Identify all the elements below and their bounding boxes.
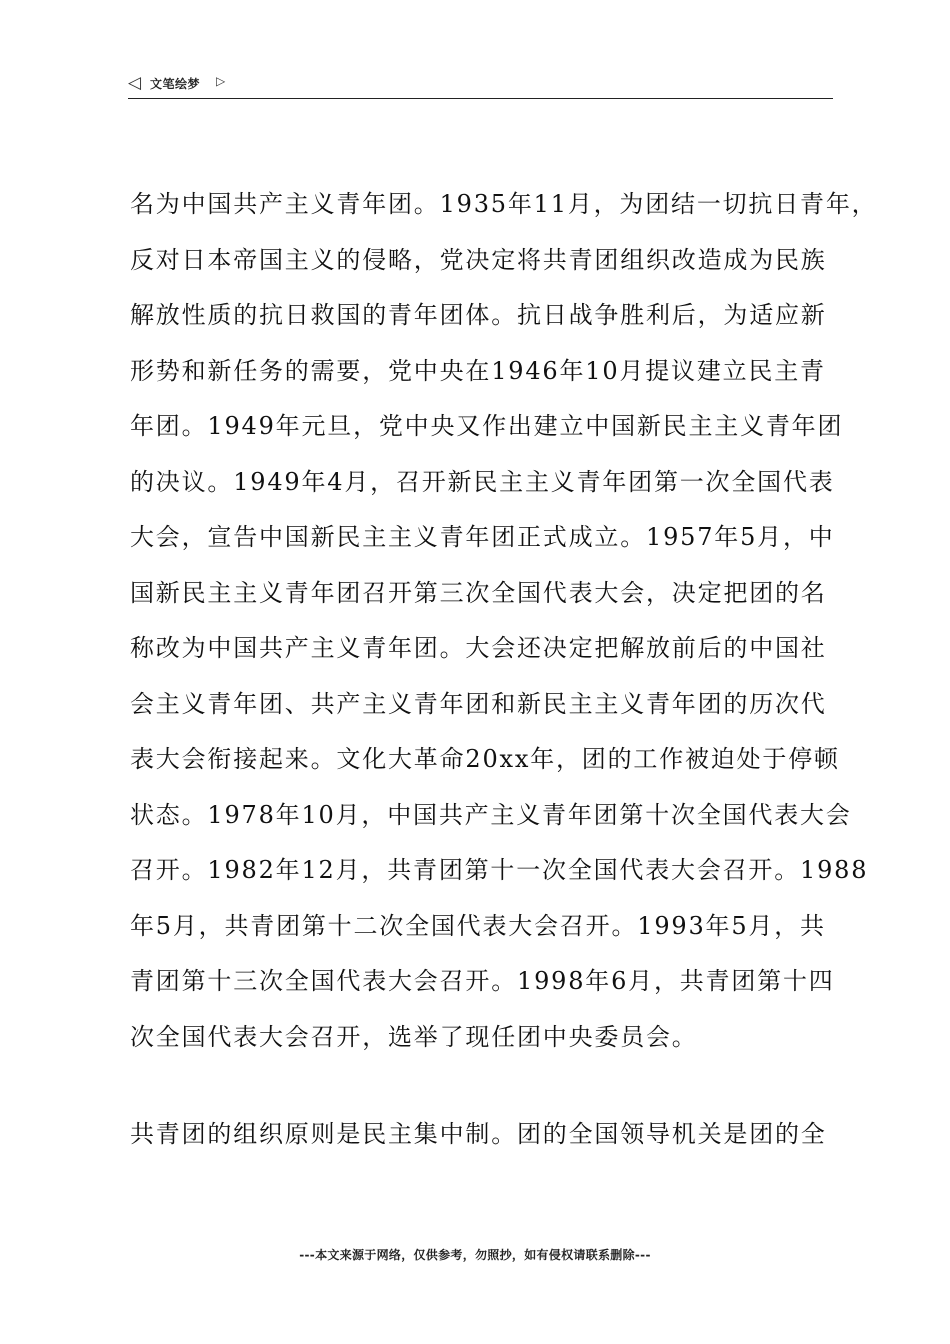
header-title: 文笔绘梦 (150, 77, 201, 91)
page-header (128, 72, 833, 99)
paragraph-1 (130, 184, 878, 1072)
text-line: 称改为中国共产主义青年团。大会还决定把解放前后的中国社 (130, 634, 827, 662)
text-line: 国新民主主义青年团召开第三次全国代表大会，决定把团的名 (130, 578, 827, 607)
text-line: 表大会衔接起来。文化大革命20xx年，团的工作被迫处于停顿 (130, 745, 840, 773)
text-line: 召开。1982年12月，共青团第十一次全国代表大会召开。1988 (130, 856, 869, 884)
text-line: 次全国代表大会召开，选举了现任团中央委员会。 (130, 1022, 698, 1051)
footer-disclaimer: ---本文来源于网络，仅供参考，勿照抄，如有侵权请联系删除--- (299, 1248, 651, 1262)
right-triangle-icon: ▷ (216, 74, 226, 88)
text-line: 反对日本帝国主义的侵略，党决定将共青团组织改造成为民族 (130, 245, 827, 274)
text-line: 会主义青年团、共产主义青年团和新民主主义青年团的历次代 (130, 689, 827, 718)
text-line: 解放性质的抗日救国的青年团体。抗日战争胜利后，为适应新 (130, 301, 827, 329)
paragraph-2 (130, 1114, 842, 1170)
text-line: 状态。1978年10月，中国共产主义青年团第十次全国代表大会 (130, 800, 852, 829)
text-line: 名为中国共产主义青年团。1935年11月，为团结一切抗日青年， (130, 190, 878, 218)
text-line: 形势和新任务的需要，党中央在1946年10月提议建立民主青 (130, 356, 826, 385)
left-triangle-icon: ◁ (128, 73, 142, 93)
text-line: 大会，宣告中国新民主主义青年团正式成立。1957年5月，中 (130, 523, 835, 551)
text-line: 年团。1949年元旦，党中央又作出建立中国新民主主义青年团 (130, 412, 844, 440)
text-line: 年5月，共青团第十二次全国代表大会召开。1993年5月，共 (130, 911, 826, 940)
text-line: 的决议。1949年4月，召开新民主主义青年团第一次全国代表 (130, 467, 835, 496)
text-line: 共青团的组织原则是民主集中制。团的全国领导机关是团的全 (130, 1120, 827, 1148)
text-line: 青团第十三次全国代表大会召开。1998年6月，共青团第十四 (130, 967, 835, 995)
